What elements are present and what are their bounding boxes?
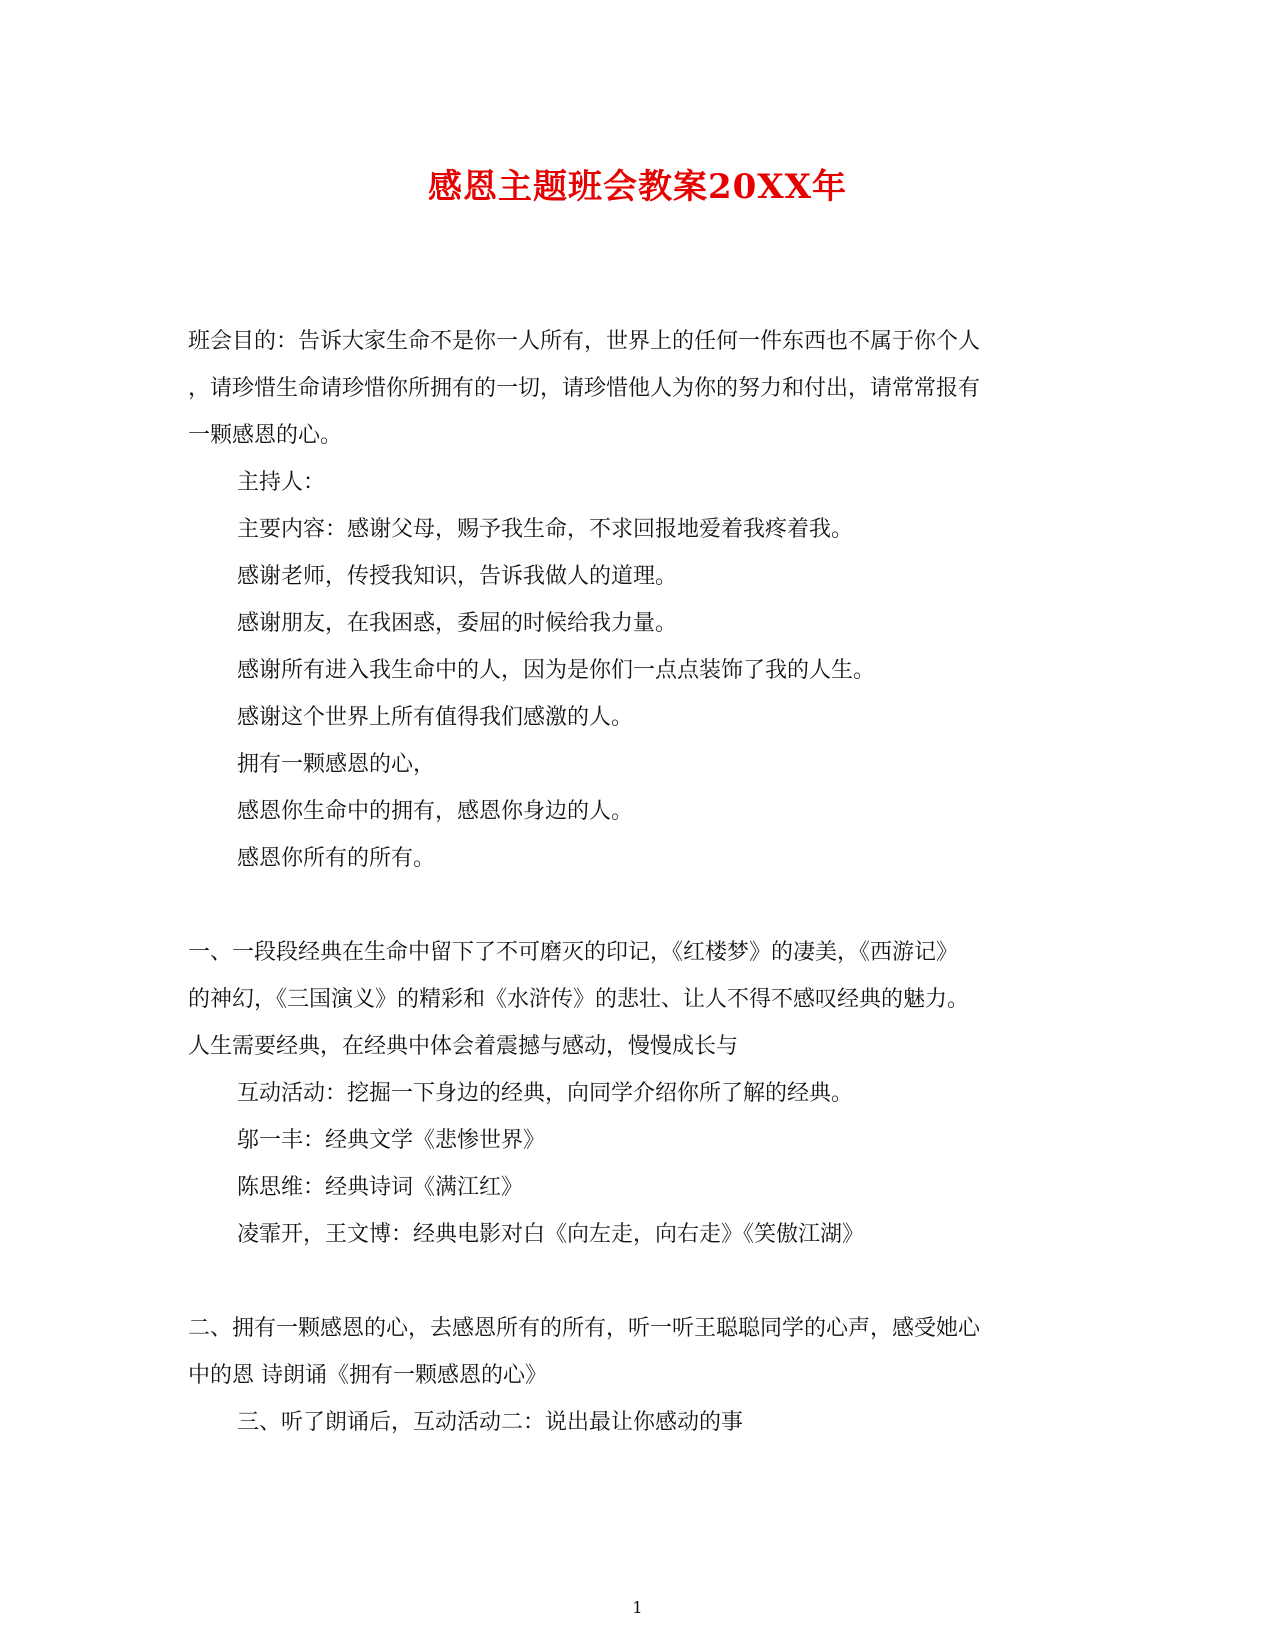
paragraph-line: 一、一段段经典在生命中留下了不可磨灭的印记，《红楼梦》的凄美，《西游记》 bbox=[188, 940, 959, 965]
paragraph-line: 主持人： bbox=[237, 470, 326, 495]
paragraph-line: 互动活动：挖掘一下身边的经典，向同学介绍你所了解的经典。 bbox=[237, 1081, 854, 1106]
paragraph-line: 邬一丰：经典文学《悲惨世界》 bbox=[237, 1128, 546, 1153]
paragraph-line: 感谢老师，传授我知识，告诉我做人的道理。 bbox=[237, 564, 678, 589]
paragraph-line: 一颗感恩的心。 bbox=[188, 423, 343, 448]
paragraph-line: 陈思维：经典诗词《满江红》 bbox=[237, 1175, 524, 1200]
paragraph-line: 感谢这个世界上所有值得我们感激的人。 bbox=[237, 705, 634, 730]
paragraph-line: 凌霏开，王文博：经典电影对白《向左走，向右走》《笑傲江湖》 bbox=[237, 1222, 865, 1247]
paragraph-line: 的神幻，《三国演义》的精彩和《水浒传》的悲壮、让人不得不感叹经典的魅力。 bbox=[188, 987, 970, 1012]
paragraph-line: 主要内容：感谢父母，赐予我生命，不求回报地爱着我疼着我。 bbox=[237, 517, 854, 542]
document-title: 感恩主题班会教案20XX年 bbox=[427, 167, 848, 207]
paragraph-line: 感恩你所有的所有。 bbox=[237, 846, 436, 871]
paragraph-line: 三、听了朗诵后，互动活动二：说出最让你感动的事 bbox=[237, 1410, 744, 1435]
paragraph-line: 感谢所有进入我生命中的人，因为是你们一点点装饰了我的人生。 bbox=[237, 658, 876, 683]
paragraph-line: 班会目的：告诉大家生命不是你一人所有，世界上的任何一件东西也不属于你个人 bbox=[188, 329, 981, 354]
paragraph-line: 感谢朋友，在我困惑，委屈的时候给我力量。 bbox=[237, 611, 678, 636]
paragraph-gap bbox=[188, 882, 1088, 929]
paragraph-line: 拥有一颗感恩的心， bbox=[237, 752, 436, 777]
document-body bbox=[188, 318, 1088, 1446]
paragraph-line: 中的恩 诗朗诵《拥有一颗感恩的心》 bbox=[188, 1363, 547, 1388]
paragraph-line: 感恩你生命中的拥有，感恩你身边的人。 bbox=[237, 799, 634, 824]
paragraph-gap bbox=[188, 1258, 1088, 1305]
paragraph-line: 人生需要经典，在经典中体会着震撼与感动，慢慢成长与 bbox=[188, 1034, 739, 1059]
page-number: 1 bbox=[632, 1598, 643, 1617]
paragraph-line: 二、拥有一颗感恩的心，去感恩所有的所有，听一听王聪聪同学的心声，感受她心 bbox=[188, 1316, 981, 1341]
paragraph-line: ，请珍惜生命请珍惜你所拥有的一切，请珍惜他人为你的努力和付出，请常常报有 bbox=[188, 376, 981, 401]
